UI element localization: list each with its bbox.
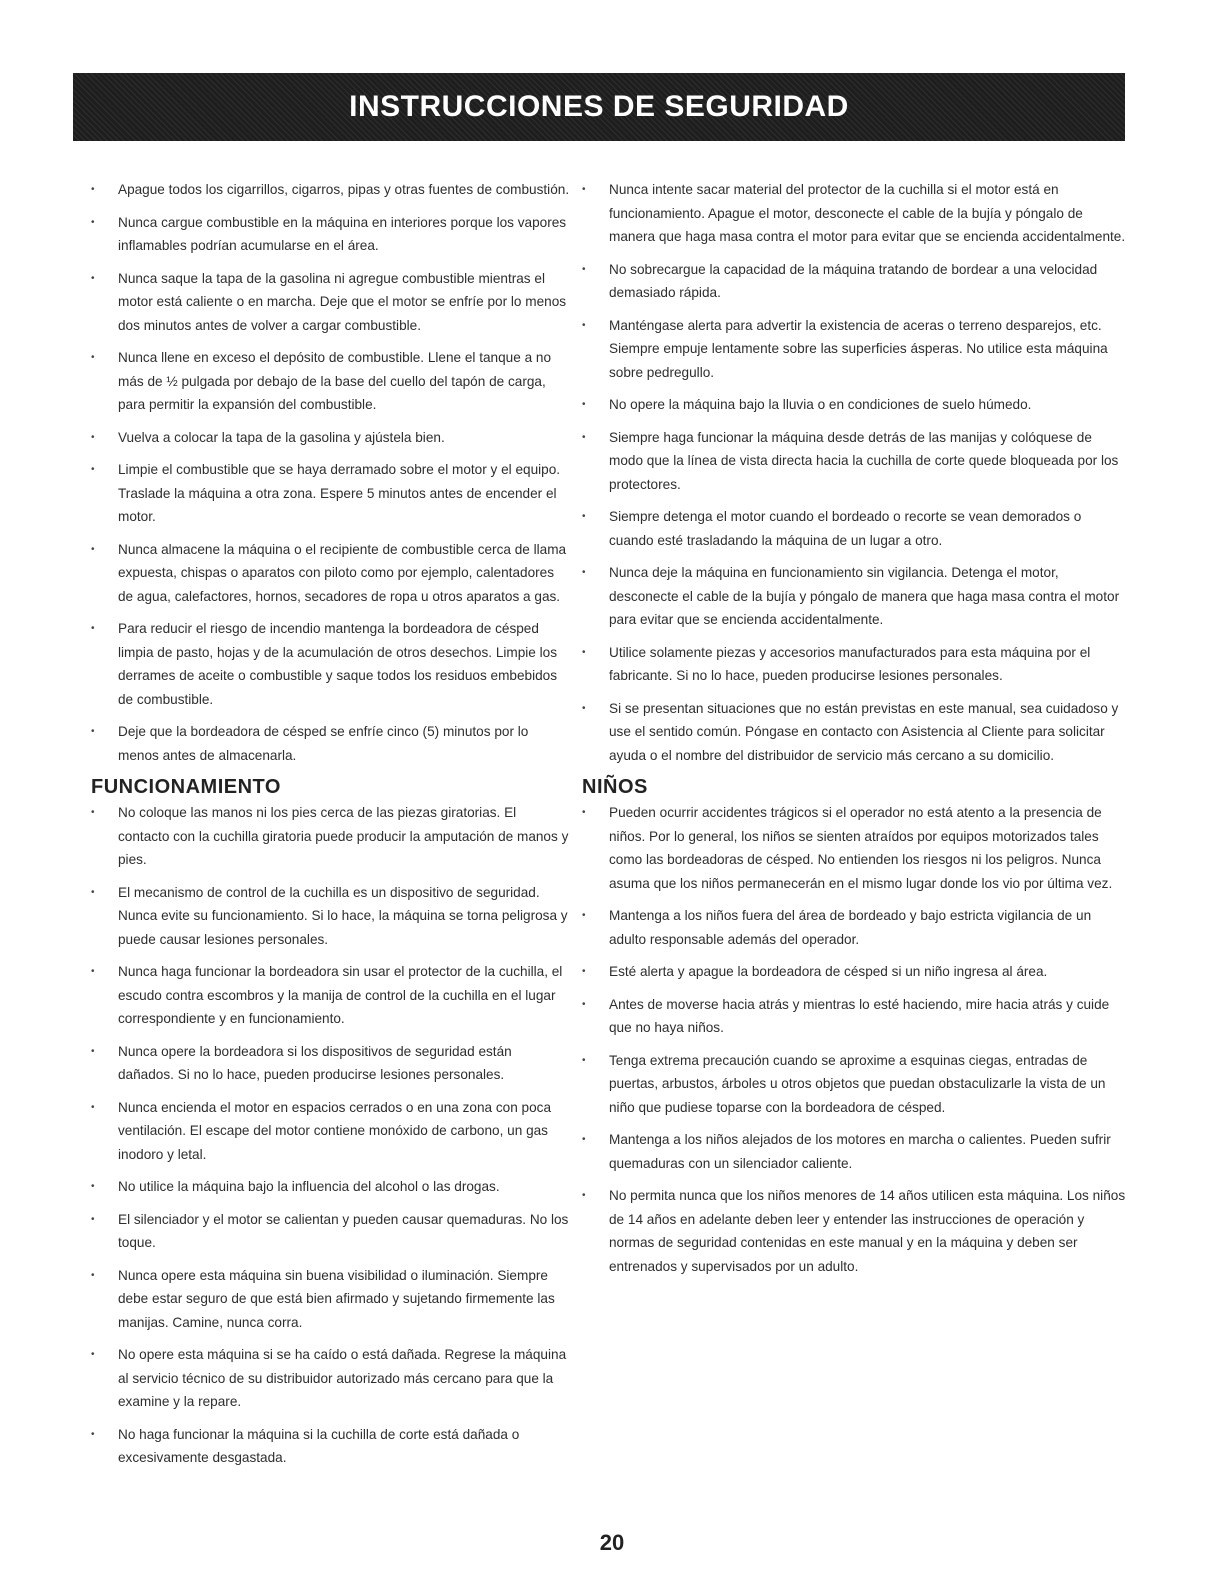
list-item: • No coloque las manos ni los pies cerca de las piezas giratorias. El contacto con la cuchilla giratoria puede producir la amputación de manos y pies.: [91, 801, 571, 872]
list-item: • Limpie el combustible que se haya derramado sobre el motor y el equipo. Traslade la máquina a otra zona. Espere 5 minutos antes de encender el motor.: [91, 458, 571, 529]
list-item: • Apague todos los cigarrillos, cigarros, pipas y otras fuentes de combustión.: [91, 178, 571, 202]
list-item: • El mecanismo de control de la cuchilla es un dispositivo de seguridad. Nunca evite su funcionamiento. Si lo hace, la máquina se torna peligrosa y puede causar lesiones personales.: [91, 881, 571, 952]
list-item: • El silenciador y el motor se calientan y pueden causar quemaduras. No los toque.: [91, 1208, 571, 1255]
list-item: • Pueden ocurrir accidentes trágicos si el operador no está atento a la presencia de niños. Por lo general, los niños se sienten atraídos por equipos motorizados tales como las bordeadoras de césped. No entienden los riesgos ni los peligros. Nunca asuma que los niños permanecerán en el mismo lugar donde los vio por última vez.: [582, 801, 1127, 895]
list-item: • No opere esta máquina si se ha caído o está dañada. Regrese la máquina al servicio técnico de su distribuidor autorizado más cercano para que la examine y la repare.: [91, 1343, 571, 1414]
list-item: • Si se presentan situaciones que no están previstas en este manual, sea cuidadoso y use el sentido común. Póngase en contacto con Asistencia al Cliente para solicitar ayuda o el nombre del distribuidor de servicio más cercano a su domicilio.: [582, 697, 1127, 768]
list-item: • Nunca llene en exceso el depósito de combustible. Llene el tanque a no más de ½ pulgada por debajo de la base del cuello del tapón de carga, para permitir la expansión del combustible.: [91, 346, 571, 417]
list-item: • Para reducir el riesgo de incendio mantenga la bordeadora de césped limpia de pasto, hojas y de la acumulación de otros desechos. Limpie los derrames de aceite o combustible y saque todos los residuos embebidos de combustible.: [91, 617, 571, 711]
list-item: • Esté alerta y apague la bordeadora de césped si un niño ingresa al área.: [582, 960, 1127, 984]
list-item: • Nunca haga funcionar la bordeadora sin usar el protector de la cuchilla, el escudo contra escombros y la manija de control de la cuchilla en el lugar correspondiente y en funcionamiento.: [91, 960, 571, 1031]
list-item: • Siempre haga funcionar la máquina desde detrás de las manijas y colóquese de modo que la línea de vista directa hacia la cuchilla de corte quede bloqueada por los protectores.: [582, 426, 1127, 497]
list-item: • Nunca saque la tapa de la gasolina ni agregue combustible mientras el motor está caliente o en marcha. Deje que el motor se enfríe por lo menos dos minutos antes de volver a cargar combustible.: [91, 267, 571, 338]
page-title: INSTRUCCIONES DE SEGURIDAD: [349, 90, 849, 123]
list-item: • Nunca opere esta máquina sin buena visibilidad o iluminación. Siempre debe estar seguro de que está bien afirmado y sujetando firmemente las manijas. Camine, nunca corra.: [91, 1264, 571, 1335]
list-item: • Nunca cargue combustible en la máquina en interiores porque los vapores inflamables podrían acumularse en el área.: [91, 211, 571, 258]
list-item: • No haga funcionar la máquina si la cuchilla de corte está dañada o excesivamente desgastada.: [91, 1423, 571, 1470]
list-item: • No opere la máquina bajo la lluvia o en condiciones de suelo húmedo.: [582, 393, 1127, 417]
list-item: • Mantenga a los niños alejados de los motores en marcha o calientes. Pueden sufrir quemaduras con un silenciador caliente.: [582, 1128, 1127, 1175]
operation-continued-list: [582, 178, 1127, 767]
list-item: • Mantenga a los niños fuera del área de bordeado y bajo estricta vigilancia de un adulto responsable además del operador.: [582, 904, 1127, 951]
list-item: • No utilice la máquina bajo la influencia del alcohol o las drogas.: [91, 1175, 571, 1199]
list-item: • Deje que la bordeadora de césped se enfríe cinco (5) minutos por lo menos antes de almacenarla.: [91, 720, 571, 767]
section-heading-ninos: NIÑOS: [582, 776, 648, 798]
list-item: • Siempre detenga el motor cuando el bordeado o recorte se vean demorados o cuando esté trasladando la máquina de un lugar a otro.: [582, 505, 1127, 552]
header-banner: [73, 73, 1125, 141]
section-heading-funcionamiento: FUNCIONAMIENTO: [91, 776, 281, 798]
list-item: • Antes de moverse hacia atrás y mientras lo esté haciendo, mire hacia atrás y cuide que no haya niños.: [582, 993, 1127, 1040]
children-list: [582, 801, 1127, 1278]
right-column: [582, 178, 1127, 1287]
list-item: • No permita nunca que los niños menores de 14 años utilicen esta máquina. Los niños de 14 años en adelante deben leer y entender las instrucciones de operación y normas de seguridad contenidas en este manual y en la máquina y deben ser entrenados y supervisados por un adulto.: [582, 1184, 1127, 1278]
list-item: • Nunca encienda el motor en espacios cerrados o en una zona con poca ventilación. El escape del motor contiene monóxido de carbono, un gas inodoro y letal.: [91, 1096, 571, 1167]
list-item: • Nunca deje la máquina en funcionamiento sin vigilancia. Detenga el motor, desconecte el cable de la bujía y póngalo de manera que haga masa contra el motor para evitar que se encienda accidentalmente.: [582, 561, 1127, 632]
list-item: • Utilice solamente piezas y accesorios manufacturados para esta máquina por el fabricante. Si no lo hace, pueden producirse lesiones personales.: [582, 641, 1127, 688]
list-item: • Tenga extrema precaución cuando se aproxime a esquinas ciegas, entradas de puertas, arbustos, árboles u otros objetos que puedan obstaculizarle la vista de un niño que pudiese toparse con la bordeadora de césped.: [582, 1049, 1127, 1120]
left-column: [91, 178, 571, 1479]
list-item: • Manténgase alerta para advertir la existencia de aceras o terreno desparejos, etc. Siempre empuje lentamente sobre las superficies ásperas. No utilice esta máquina sobre pedregullo.: [582, 314, 1127, 385]
list-item: • No sobrecargue la capacidad de la máquina tratando de bordear a una velocidad demasiado rápida.: [582, 258, 1127, 305]
list-item: • Vuelva a colocar la tapa de la gasolina y ajústela bien.: [91, 426, 571, 450]
fuel-safety-list: [91, 178, 571, 767]
operation-list: [91, 801, 571, 1470]
page-number: 20: [599, 1530, 625, 1555]
list-item: • Nunca opere la bordeadora si los dispositivos de seguridad están dañados. Si no lo hace, pueden producirse lesiones personales.: [91, 1040, 571, 1087]
list-item: • Nunca almacene la máquina o el recipiente de combustible cerca de llama expuesta, chispas o aparatos con piloto como por ejemplo, calentadores de agua, calefactores, hornos, secadores de ropa u otros aparatos a gas.: [91, 538, 571, 609]
list-item: • Nunca intente sacar material del protector de la cuchilla si el motor está en funcionamiento. Apague el motor, desconecte el cable de la bujía y póngalo de manera que haga masa contra el motor para evitar que se encienda accidentalmente.: [582, 178, 1127, 249]
